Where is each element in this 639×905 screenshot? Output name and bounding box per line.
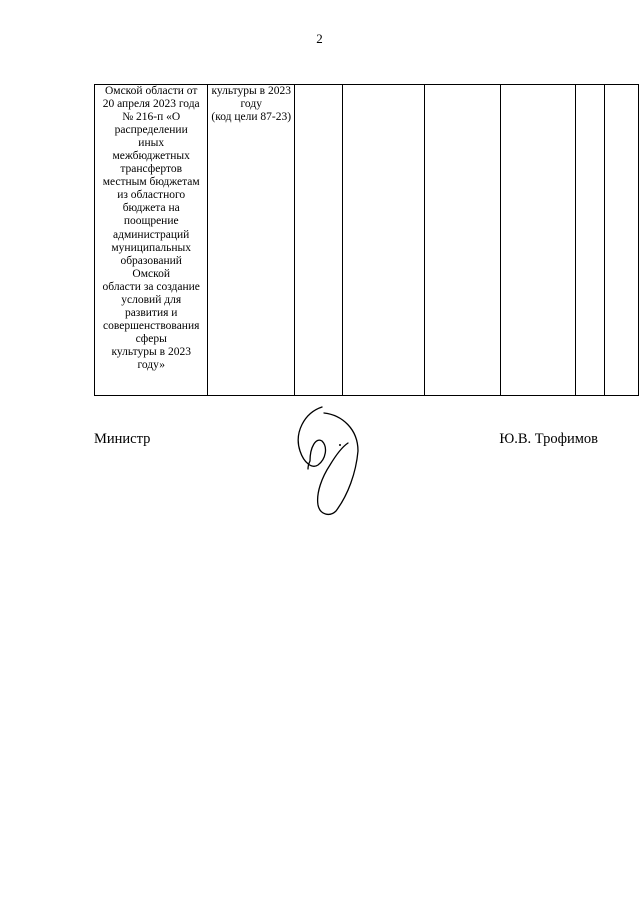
- table-cell-empty: [576, 85, 604, 396]
- table-cell-document-reference: Омской области от 20 апреля 2023 года № 216-п «О распределении иных межбюджетных трансфертов местным бюджетам из областного бюджета на поощрение администраций муниципальных образований Омской области за создание условий для развития и совершенствования сферы культуры в 2023 году»: [95, 85, 208, 396]
- table-cell-empty: [500, 85, 576, 396]
- page-number: 2: [316, 31, 323, 46]
- table-row: [95, 85, 639, 396]
- signer-name: Ю.В. Трофимов: [499, 431, 598, 447]
- document-table: [94, 84, 639, 396]
- table-cell-empty: [424, 85, 500, 396]
- table-cell-empty: [295, 85, 343, 396]
- handwritten-signature: [292, 403, 364, 518]
- signer-title: Министр: [94, 431, 151, 447]
- table-cell-empty: [342, 85, 424, 396]
- table-cell-empty: [604, 85, 638, 396]
- table-cell-purpose: культуры в 2023 году (код цели 87-23): [208, 85, 295, 396]
